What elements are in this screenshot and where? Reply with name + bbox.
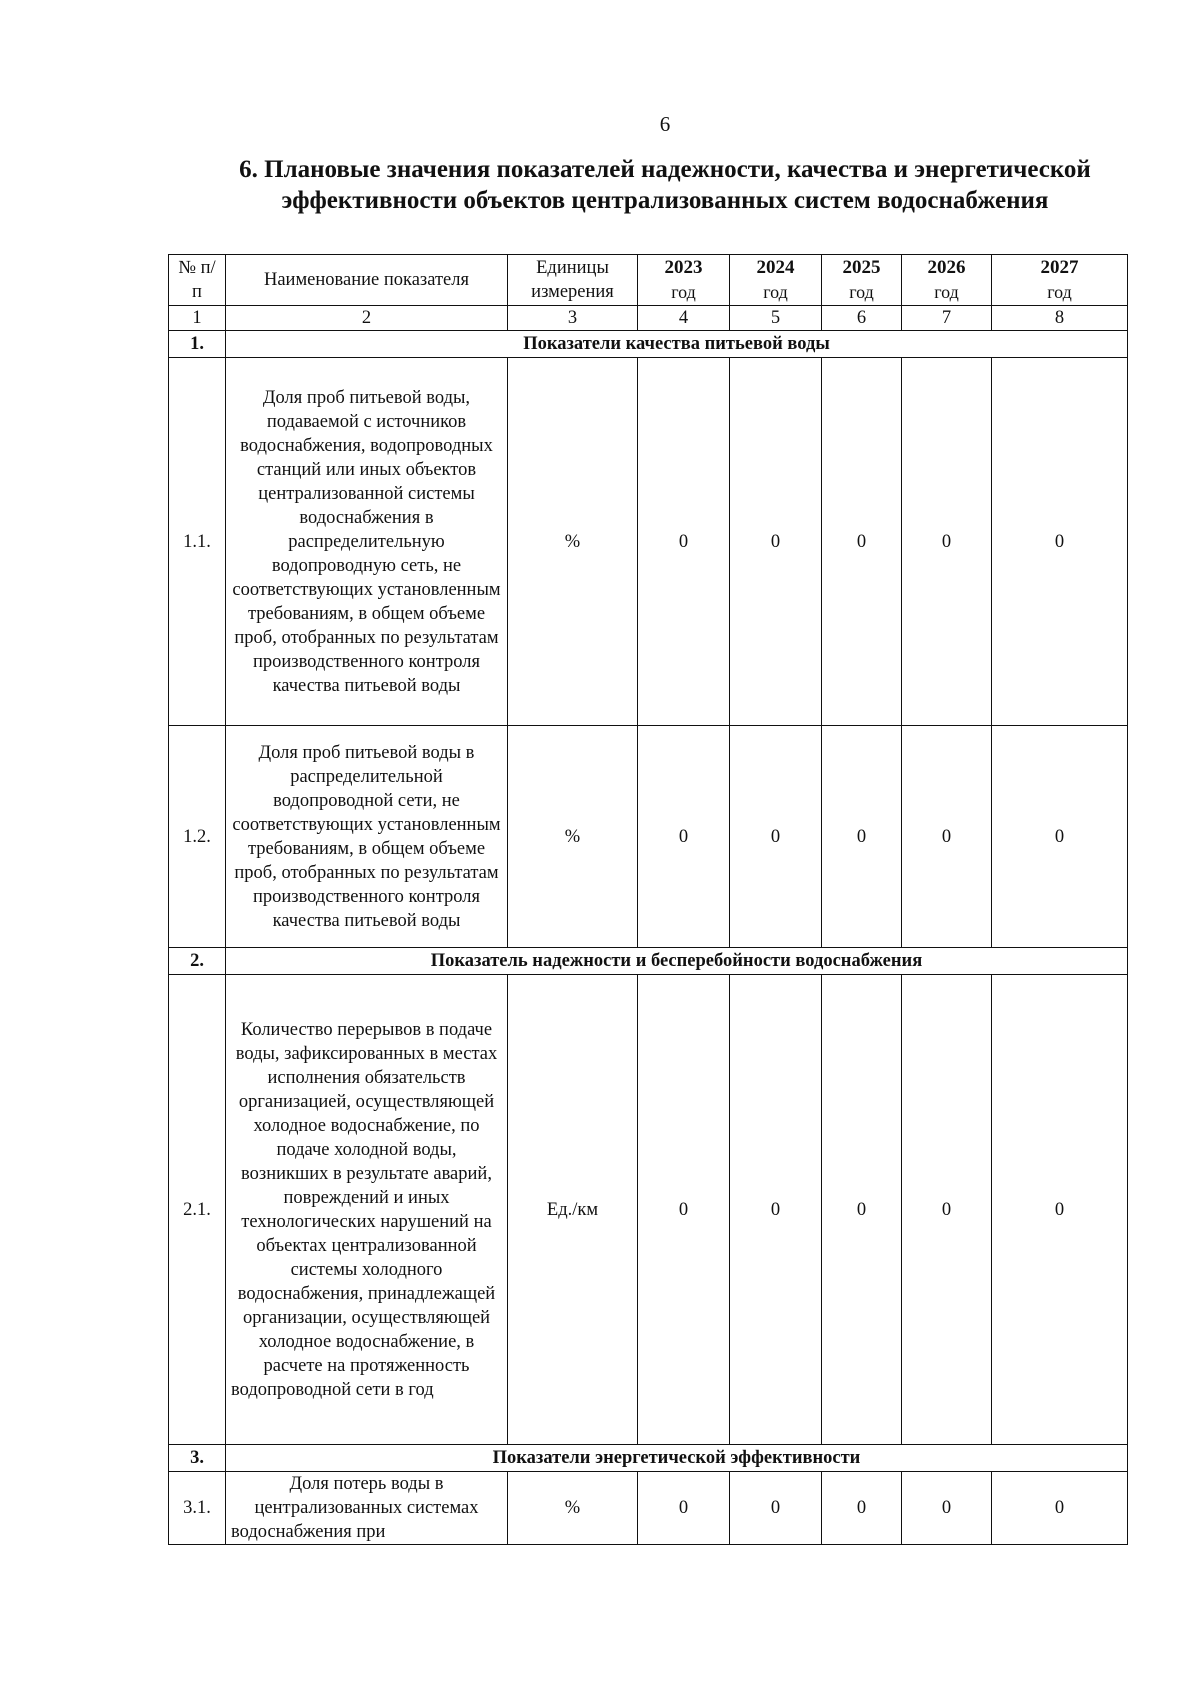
section-number: 3.	[169, 1445, 226, 1472]
column-number: 2	[226, 306, 508, 331]
value-2027: 0	[992, 358, 1128, 726]
year-suffix: год	[763, 282, 788, 302]
value-2023: 0	[638, 1472, 730, 1545]
table-header-row	[169, 255, 1128, 306]
column-number: 5	[730, 306, 822, 331]
indicator-unit: %	[508, 1472, 638, 1545]
value-2024: 0	[730, 1472, 822, 1545]
header-unit: Единицы измерения	[508, 255, 638, 306]
year-suffix: год	[1047, 282, 1072, 302]
value-2025: 0	[822, 726, 902, 948]
column-number: 3	[508, 306, 638, 331]
indicator-name: Доля проб питьевой воды в распределительной водопроводной сети, не соответствующих установленным требованиям, в общем объеме проб, отобранных по результатам производственного контроля качества питьевой воды	[226, 726, 508, 948]
section-row	[169, 948, 1128, 975]
section-row	[169, 331, 1128, 358]
year-suffix: год	[849, 282, 874, 302]
section-title: Показатели качества питьевой воды	[226, 331, 1128, 358]
header-year-2027	[992, 255, 1128, 306]
indicator-name: Доля потерь воды в централизованных системах водоснабжения при	[226, 1472, 508, 1545]
section-row	[169, 1445, 1128, 1472]
value-2027: 0	[992, 975, 1128, 1445]
section-number: 1.	[169, 331, 226, 358]
column-number: 7	[902, 306, 992, 331]
year-label: 2026	[927, 257, 966, 278]
value-2027: 0	[992, 726, 1128, 948]
indicator-name: Доля проб питьевой воды, подаваемой с источников водоснабжения, водопроводных станций или иных объектов централизованной системы водоснабжения в распределительную водопроводную сеть, не соответствующих установленным требованиям, в общем объеме проб, отобранных по результатам производственного контроля качества питьевой воды	[226, 358, 508, 726]
table-row	[169, 358, 1128, 726]
value-2024: 0	[730, 358, 822, 726]
column-number: 8	[992, 306, 1128, 331]
year-label: 2024	[756, 257, 795, 278]
indicators-table	[168, 254, 1128, 1545]
year-label: 2025	[842, 257, 881, 278]
page-number: 6	[659, 112, 671, 136]
section-title: Показатель надежности и бесперебойности водоснабжения	[226, 948, 1128, 975]
column-number: 4	[638, 306, 730, 331]
indicator-unit: %	[508, 726, 638, 948]
row-number: 1.2.	[169, 726, 226, 948]
table-row	[169, 726, 1128, 948]
header-year-2023	[638, 255, 730, 306]
indicator-unit: Ед./км	[508, 975, 638, 1445]
section-title: Показатели энергетической эффективности	[226, 1445, 1128, 1472]
year-label: 2023	[664, 257, 703, 278]
row-number: 1.1.	[169, 358, 226, 726]
column-number-row	[169, 306, 1128, 331]
row-number: 3.1.	[169, 1472, 226, 1545]
value-2026: 0	[902, 726, 992, 948]
page-title: 6. Плановые значения показателей надежности, качества и энергетической эффективности объектов централизованных систем водоснабжения	[239, 156, 1091, 214]
year-label: 2027	[1040, 257, 1079, 278]
value-2026: 0	[902, 358, 992, 726]
column-number: 6	[822, 306, 902, 331]
value-2025: 0	[822, 975, 902, 1445]
value-2027: 0	[992, 1472, 1128, 1545]
value-2024: 0	[730, 975, 822, 1445]
value-2025: 0	[822, 1472, 902, 1545]
year-suffix: год	[934, 282, 959, 302]
header-number: № п/п	[169, 255, 226, 306]
value-2023: 0	[638, 726, 730, 948]
indicator-unit: %	[508, 358, 638, 726]
value-2023: 0	[638, 975, 730, 1445]
value-2026: 0	[902, 975, 992, 1445]
table-row	[169, 1472, 1128, 1545]
value-2025: 0	[822, 358, 902, 726]
header-year-2025	[822, 255, 902, 306]
row-number: 2.1.	[169, 975, 226, 1445]
value-2023: 0	[638, 358, 730, 726]
indicator-name: Количество перерывов в подаче воды, зафиксированных в местах исполнения обязательств организацией, осуществляющей холодное водоснабжение, по подаче холодной воды, возникших в результате аварий, повреждений и иных технологических нарушений на объектах централизованной системы холодного водоснабжения, принадлежащей организации, осуществляющей холодное водоснабжение, в расчете на протяженность водопроводной сети в год	[226, 975, 508, 1445]
value-2024: 0	[730, 726, 822, 948]
table-row	[169, 975, 1128, 1445]
header-year-2024	[730, 255, 822, 306]
header-year-2026	[902, 255, 992, 306]
value-2026: 0	[902, 1472, 992, 1545]
column-number: 1	[169, 306, 226, 331]
year-suffix: год	[671, 282, 696, 302]
section-number: 2.	[169, 948, 226, 975]
header-name: Наименование показателя	[226, 255, 508, 306]
